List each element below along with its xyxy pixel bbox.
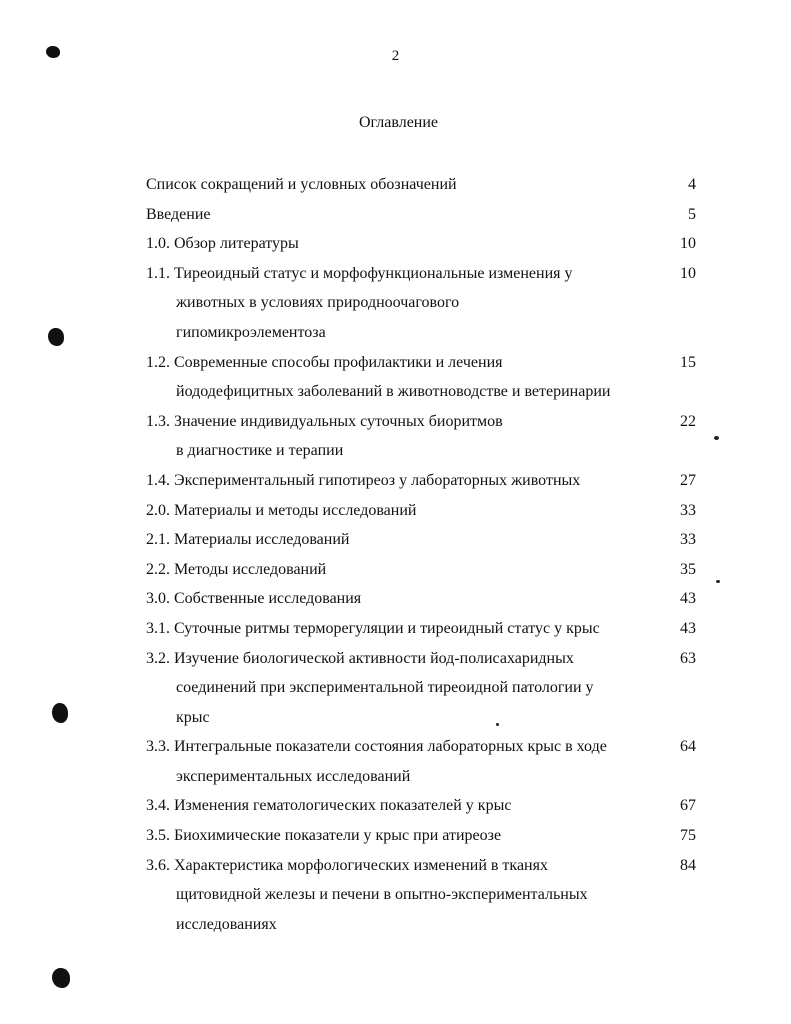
toc-entry bbox=[146, 525, 696, 555]
toc-entry-title: 1.2. Современные способы профилактики и лечения bbox=[146, 353, 503, 371]
binder-hole-mark bbox=[52, 703, 68, 723]
toc-entry-title: 2.1. Материалы исследований bbox=[146, 531, 350, 549]
toc-entry bbox=[146, 821, 696, 851]
toc-entry-title: 1.1. Тиреоидный статус и морфофункциональные изменения у bbox=[146, 264, 573, 282]
toc-entry bbox=[146, 170, 696, 200]
toc-entry-title: 3.6. Характеристика морфологических изменений в тканях bbox=[146, 856, 548, 874]
toc-entry-page: 4 bbox=[688, 176, 696, 193]
toc-entry-title: 3.3. Интегральные показатели состояния лабораторных крыс в ходе bbox=[146, 738, 607, 756]
toc-entry-title: 3.1. Суточные ритмы терморегуляции и тиреоидный статус у крыс bbox=[146, 619, 600, 637]
toc-entry bbox=[146, 644, 696, 733]
toc-entry-title: 3.2. Изучение биологической активности йод-полисахаридных bbox=[146, 649, 574, 667]
binder-hole-mark bbox=[48, 328, 64, 346]
scan-speck bbox=[714, 436, 719, 440]
toc-entry-page: 15 bbox=[680, 353, 696, 371]
toc-entry-title: 2.0. Материалы и методы исследований bbox=[146, 501, 417, 519]
toc-entry-page: 67 bbox=[680, 797, 696, 815]
toc-entry-page: 27 bbox=[680, 471, 696, 489]
toc-entry-page: 75 bbox=[680, 827, 696, 845]
toc-entry-page: 33 bbox=[680, 501, 696, 519]
toc-entry-title-continuation: животных в условиях природноочагового bbox=[176, 294, 460, 312]
toc-entry bbox=[146, 229, 696, 259]
toc-entry bbox=[146, 200, 696, 230]
toc-entry-page: 84 bbox=[680, 856, 696, 874]
toc-entry-title: Список сокращений и условных обозначений bbox=[146, 176, 457, 193]
toc-entry bbox=[146, 407, 696, 466]
toc-entry-title-continuation: экспериментальных исследований bbox=[176, 767, 411, 785]
toc-entry-title: Введение bbox=[146, 205, 211, 223]
toc-entry-title-continuation: гипомикроэлементоза bbox=[176, 323, 326, 341]
toc-entry-title: 3.4. Изменения гематологических показателей у крыс bbox=[146, 797, 512, 815]
toc-entry-page: 33 bbox=[680, 531, 696, 549]
toc-entry bbox=[146, 496, 696, 526]
page-number: 2 bbox=[391, 48, 400, 64]
toc-entry-title: 1.0. Обзор литературы bbox=[146, 235, 299, 253]
scan-speck bbox=[716, 580, 720, 583]
scan-speck bbox=[496, 723, 499, 726]
toc-entry-title-continuation: крыс bbox=[176, 708, 210, 726]
toc-entry-page: 5 bbox=[688, 205, 696, 223]
toc-entry-title-continuation: исследованиях bbox=[176, 915, 277, 933]
toc-entry-page: 43 bbox=[680, 619, 696, 637]
binder-hole-mark bbox=[52, 968, 70, 988]
toc-entry-title-continuation: в диагностике и терапии bbox=[176, 442, 344, 460]
toc-entry-title: 1.4. Экспериментальный гипотиреоз у лабораторных животных bbox=[146, 471, 581, 489]
toc-entry-title: 1.3. Значение индивидуальных суточных биоритмов bbox=[146, 412, 503, 430]
toc-entry-page: 43 bbox=[680, 590, 696, 608]
toc-entry bbox=[146, 732, 696, 791]
toc-entry bbox=[146, 348, 696, 407]
toc-entry-page: 64 bbox=[680, 738, 696, 756]
table-of-contents bbox=[146, 170, 696, 939]
toc-entry-page: 10 bbox=[680, 235, 696, 253]
toc-entry-title-continuation: щитовидной железы и печени в опытно-экспериментальных bbox=[176, 886, 588, 904]
toc-entry bbox=[146, 614, 696, 644]
toc-entry bbox=[146, 555, 696, 585]
binder-hole-mark bbox=[46, 46, 60, 58]
toc-entry bbox=[146, 259, 696, 348]
toc-entry-page: 10 bbox=[680, 264, 696, 282]
toc-entry bbox=[146, 791, 696, 821]
toc-entry-page: 63 bbox=[680, 649, 696, 667]
toc-entry bbox=[146, 466, 696, 496]
toc-entry-title-continuation: соединений при экспериментальной тиреоидной патологии у bbox=[176, 679, 594, 697]
toc-entry-title: 2.2. Методы исследований bbox=[146, 560, 327, 578]
toc-entry bbox=[146, 851, 696, 940]
toc-entry-title: 3.5. Биохимические показатели у крыс при атиреозе bbox=[146, 827, 502, 845]
page-title: Оглавление bbox=[358, 114, 439, 131]
toc-entry bbox=[146, 584, 696, 614]
toc-entry-title: 3.0. Собственные исследования bbox=[146, 590, 362, 608]
toc-entry-title-continuation: йододефицитных заболеваний в животноводстве и ветеринарии bbox=[176, 383, 611, 401]
toc-entry-page: 22 bbox=[680, 412, 696, 430]
toc-entry-page: 35 bbox=[680, 560, 696, 578]
